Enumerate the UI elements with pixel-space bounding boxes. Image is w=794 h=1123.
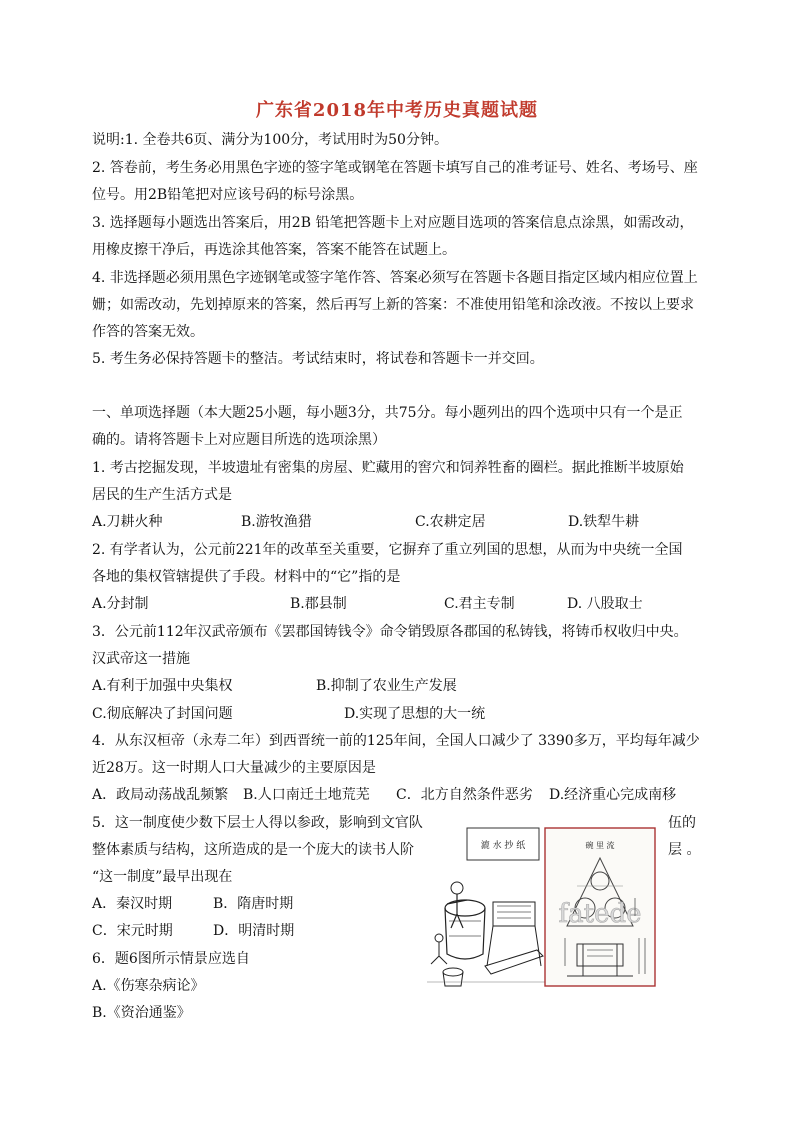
section-heading: 一、单项选择题（本大题25小题，每小题3分，共75分。每小题列出的四个选项中只有一个是正 [92, 405, 683, 421]
option-d: D.铁犁牛耕 [568, 514, 640, 530]
page-title: 广东省2018年中考历史真题试题 [255, 100, 539, 121]
instruction-line: 用橡皮擦干净后，再选涂其他答案，答案不能答在试题上。 [92, 242, 456, 258]
right-panel-caption: 碗 里 流 [585, 841, 615, 850]
watermark-text: fatede [558, 899, 642, 929]
option-c: C.君主专制 [444, 596, 515, 612]
section-heading: 确的。请将答题卡上对应题目所选的选项涂黑） [92, 432, 386, 448]
question-stem: 4．从东汉桓帝（永寿二年）到西晋统一前的125年间，全国人口减少了 3390多万，平均每年减少 [92, 733, 700, 749]
question-stem: 整体素质与结构，这所造成的是一个庞大的读书人阶 [92, 842, 414, 858]
right-panel-illustration [545, 828, 655, 986]
instruction-line: 4. 非选择题必须用黑色字迹钢笔或签字笔作答、答案必须写在答题卡各题目指定区域内相应位置上 [92, 270, 698, 286]
option-d: D．明清时期 [213, 923, 295, 939]
instruction-line: 3. 选择题每小题选出答案后，用2B 铅笔把答题卡上对应题目选项的答案信息点涂黑，如需改动， [92, 215, 694, 231]
option-d: D.实现了思想的大一统 [344, 706, 486, 722]
option-d: D. 八股取士 [567, 596, 643, 612]
option-b: B.《资治通鉴》 [92, 1005, 191, 1021]
question-stem: 各地的集权管辖提供了手段。材料中的“它”指的是 [92, 569, 401, 585]
question-stem: 5．这一制度使少数下层士人得以参政，影响到文官队 [92, 815, 423, 831]
instruction-line: 位号。用2B铅笔把对应该号码的标号涂黑。 [92, 187, 364, 203]
question-stem: “这一制度”最早出现在 [92, 869, 233, 885]
figure-illustration [427, 826, 657, 991]
option-c: C.彻底解决了封国问题 [92, 706, 233, 722]
option-b: B.人口南迁土地荒芜 [243, 787, 370, 803]
instruction-line: 姗；如需改动，先划掉原来的答案，然后再写上新的答案：不准使用铅笔和涂改液。不按以上要求 [92, 297, 694, 313]
option-b: B．隋唐时期 [213, 896, 294, 912]
option-a: A．秦汉时期 [92, 896, 173, 912]
option-b: B.游牧渔猎 [241, 514, 312, 530]
option-d: D.经济重心完成南移 [549, 787, 677, 803]
option-a: A.分封制 [92, 596, 149, 612]
instruction-line: 2. 答卷前，考生务必用黑色字迹的签字笔或钢笔在答题卡填写自己的准考证号、姓名、考场号、座 [92, 160, 698, 176]
option-a: A．政局动荡战乱频繁 [92, 787, 229, 803]
option-b: B.抑制了农业生产发展 [316, 678, 457, 694]
question-stem-end: 层 。 [668, 842, 701, 858]
instruction-line: 5. 考生务必保持答题卡的整洁。考试结束时，将试卷和答题卡一并交回。 [92, 351, 544, 367]
question-stem: 居民的生产生活方式是 [92, 487, 232, 503]
option-b: B.郡县制 [290, 596, 347, 612]
question-stem: 3．公元前112年汉武帝颁布《罢郡国铸钱令》命令销毁原各郡国的私铸钱，将铸币权收归中央。 [92, 624, 688, 640]
option-a: A.《伤寒杂病论》 [92, 978, 205, 994]
option-c: C.农耕定居 [415, 514, 486, 530]
question-6-figure [427, 826, 657, 991]
option-a: A.刀耕火种 [92, 514, 163, 530]
question-stem: 近28万。这一时期人口大量减少的主要原因是 [92, 760, 376, 776]
instruction-line: 作答的答案无效。 [92, 324, 204, 340]
question-stem: 汉武帝这一措施 [92, 651, 190, 667]
left-panel-illustration [427, 828, 547, 986]
instruction-line: 说明:1. 全卷共6页、满分为100分，考试用时为50分钟。 [92, 132, 448, 148]
option-a: A.有利于加强中央集权 [92, 678, 233, 694]
question-stem-end: 伍的 [668, 815, 696, 831]
option-c: C．宋元时期 [92, 923, 173, 939]
option-c: C．北方自然条件恶劣 [396, 787, 533, 803]
left-panel-caption: 漉 水 抄 纸 [480, 841, 526, 851]
question-stem: 2. 有学者认为，公元前221年的改革至关重要，它摒弃了重立列国的思想，从而为中央统一全国 [92, 542, 683, 558]
question-stem: 1. 考古挖掘发现，半坡遗址有密集的房屋、贮藏用的窖穴和饲养牲畜的圈栏。据此推断半坡原始 [92, 460, 684, 476]
question-stem: 6．题6图所示情景应选自 [92, 951, 250, 967]
